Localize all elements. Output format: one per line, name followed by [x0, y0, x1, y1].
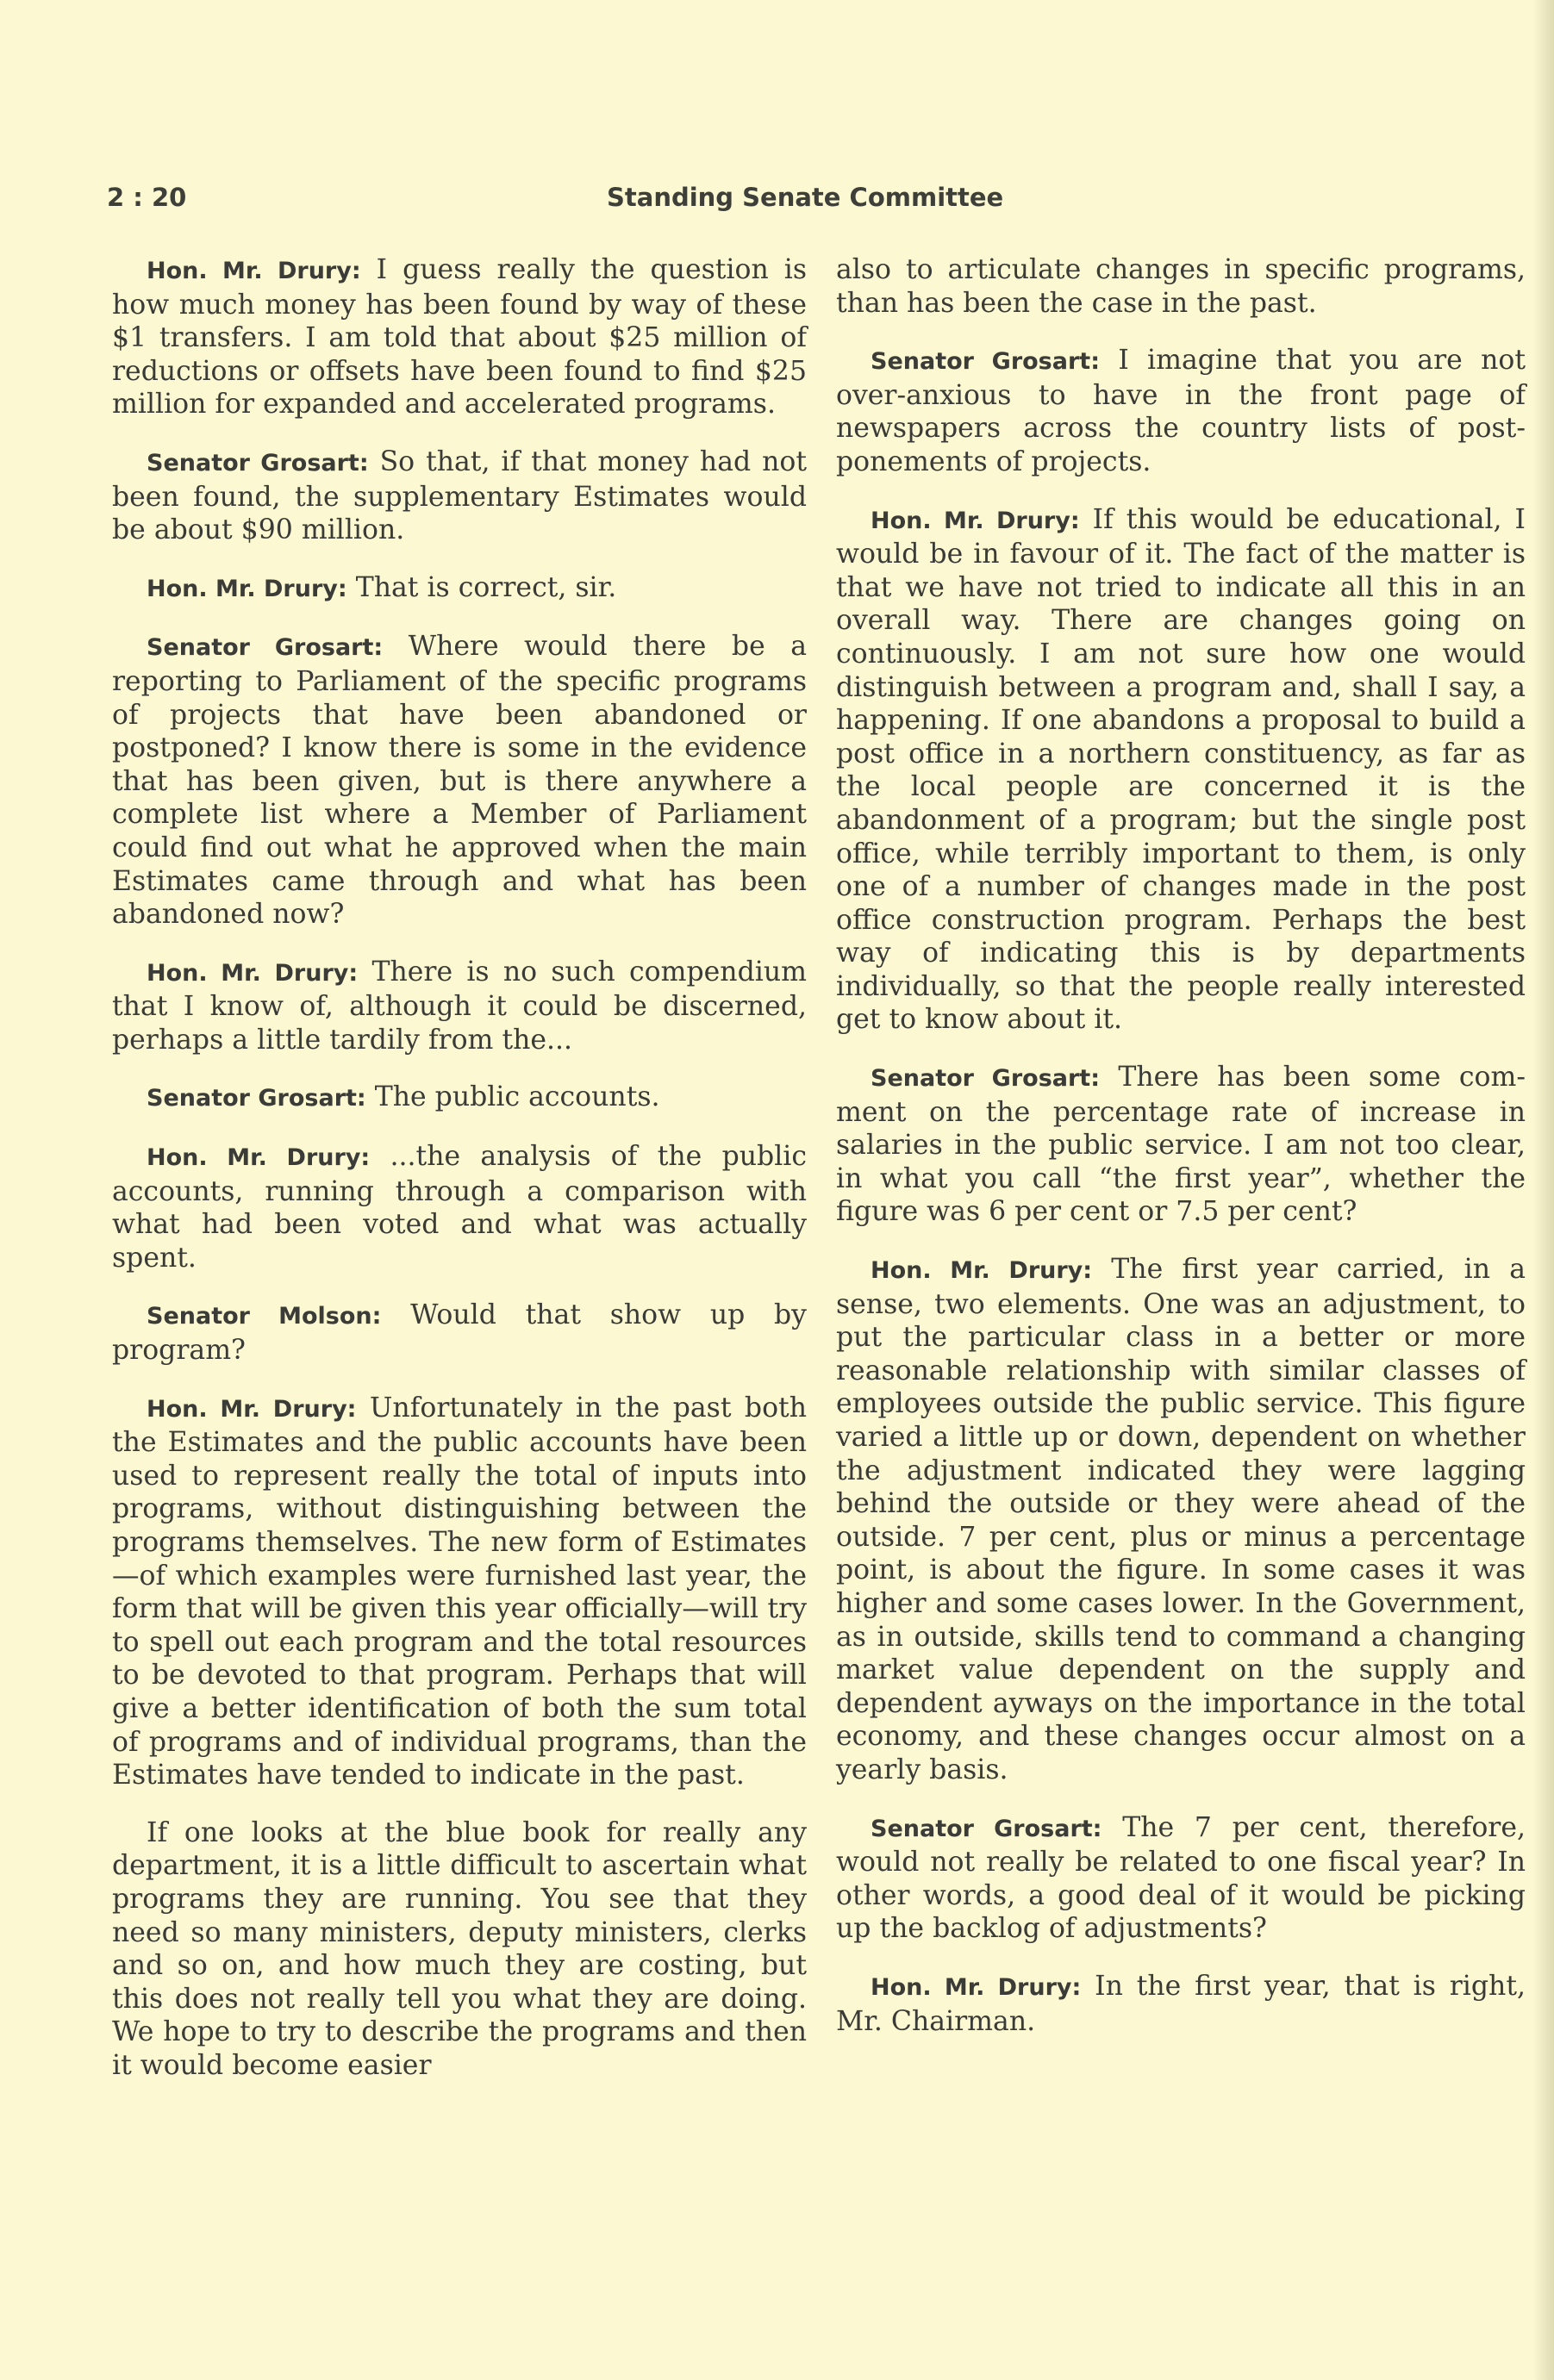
- speaker-name: Senator Grosart:: [147, 449, 369, 477]
- transcript-paragraph: [112, 956, 807, 1057]
- speech-text: The first year carried, in a sense, two elements. One was an adjustment, to put the particular class in a better or more reasonable relationship with similar classes of employees outside the public service. This figure varied a little up or down, dependent on whether the adjustment indicated they were lagging behind the outside or they were ahead of the outside. 7 per cent, plus or minus a percentage point, is about the figure. In some cases it was higher and some cases lower. In the Government, as in outside, skills tend to command a changing market value dependent on the supply and dependent ayways on the importance in the total economy, and these changes occur almost on a yearly basis.: [836, 1254, 1526, 1785]
- speech-text: There has been some comment on the percentage rate of increase in salaries in the public service. I am not too clear, in what you call “the first year”, whether the figure was 6 per cent or 7.5 per cent?: [836, 1062, 1526, 1228]
- speaker-name: Senator Grosart:: [871, 348, 1100, 376]
- transcript-paragraph: [836, 344, 1526, 478]
- page-header: [107, 183, 1538, 217]
- speaker-name: Hon. Mr. Drury:: [147, 258, 361, 284]
- speech-text: If one looks at the blue book for really any department, it is a little difficult to ascertain what programs they are running. You see that they need so many ministers, deputy ministers, clerks and so on, and how much they are costing, but this does not really tell you what they are doing. We hope to try to describe the programs and then it would become easier: [112, 1816, 807, 2081]
- speaker-name: Hon. Mr. Drury:: [147, 575, 347, 602]
- transcript-paragraph: [836, 1970, 1526, 2038]
- transcript-paragraph: [836, 253, 1526, 320]
- speech-text: That is correct, sir.: [355, 571, 617, 603]
- right-column: [836, 253, 1526, 2062]
- speech-text: I guess really the question is how much money has been found by way of these $1 transfers. I am told that about $25 million of reductions or offsets have been found to find $25 million for expanded and accelerated programs.: [112, 254, 807, 421]
- speech-text: The 7 per cent, therefore, would not really be related to one fiscal year? In other words, a good deal of it would be picking up the backlog of adjustments?: [836, 1811, 1526, 1945]
- running-title: Standing Senate Committee: [607, 183, 1004, 212]
- speaker-name: Senator Molson:: [147, 1303, 382, 1330]
- speaker-name: Hon. Mr. Drury:: [871, 1973, 1082, 2001]
- transcript-paragraph: [112, 1392, 807, 1792]
- speaker-name: Hon. Mr. Drury:: [147, 1144, 371, 1172]
- speaker-name: Hon. Mr. Drury:: [871, 507, 1080, 534]
- transcript-paragraph: [112, 1140, 807, 1274]
- transcript-paragraph: [836, 1061, 1526, 1229]
- speech-text: ...the analysis of the public accounts, running through a comparison with what had been voted and what was actually spent.: [112, 1141, 807, 1274]
- transcript-paragraph: [112, 253, 807, 421]
- speaker-name: Senator Grosart:: [871, 1065, 1101, 1093]
- page-edge-shadow: [1533, 0, 1554, 2380]
- speech-text: I imagine that you are not over-anxious to have in the front page of newspapers across the country lists of postponements of projects.: [836, 345, 1526, 477]
- speech-text: The public accounts.: [374, 1081, 660, 1113]
- speaker-name: Hon. Mr. Drury:: [147, 1395, 357, 1423]
- transcript-paragraph: [836, 1811, 1526, 1946]
- speaker-name: Hon. Mr. Drury:: [871, 1257, 1093, 1285]
- speaker-name: Senator Grosart:: [871, 1815, 1102, 1842]
- speech-text: Where would there be a reporting to Parliament of the specific programs of projects that have been abandoned or postponed? I know there is some in the evidence that has been given, but is there anywhere a complete list where a Member of Parliament could find out what he approved when the main Estimates came through and what has been abandoned now?: [112, 631, 807, 931]
- speech-text: So that, if that money had not been found, the supplementary Estimates would be about $90 million.: [112, 445, 807, 546]
- transcript-paragraph: [112, 445, 807, 547]
- speech-text: Unfortunately in the past both the Estimates and the public accounts have been used to represent really the total of inputs into programs, without distinguishing between the programs themselves. The new form of Estimates—of which examples were furnished last year, the form that will be given this year officially—will try to spell out each program and the total resources to be devoted to that program. Perhaps that will give a better identification of both the sum total of programs and of individual programs, than the Estimates have tended to indicate in the past.: [112, 1392, 807, 1791]
- transcript-paragraph: [836, 503, 1526, 1037]
- speech-text: There is no such compendium that I know of, although it could be discerned, perhaps a little tardily from the...: [112, 956, 807, 1056]
- speech-text: also to articulate changes in specific programs, than has been the case in the past.: [836, 254, 1526, 319]
- speaker-name: Senator Grosart:: [147, 1085, 366, 1112]
- transcript-paragraph: [112, 1081, 807, 1116]
- transcript-paragraph: [112, 1816, 807, 2083]
- left-column: [112, 253, 807, 2107]
- page-number: 2 : 20: [107, 183, 187, 212]
- speech-text: Would that show up by program?: [112, 1299, 807, 1367]
- transcript-paragraph: [112, 1299, 807, 1367]
- transcript-paragraph: [112, 630, 807, 931]
- speaker-name: Senator Grosart:: [147, 634, 384, 662]
- speaker-name: Hon. Mr. Drury:: [147, 959, 359, 987]
- speech-text: If this would be educational, I would be in favour of it. The fact of the matter is that we have not tried to indicate all this in an overall way. There are changes going on continuously. I am not sure how one would distinguish between a program and, shall I say, a happening. If one abandons a proposal to build a post office in a northern constituency, as far as the local people are concerned it is the abandonment of a program; but the single post office, while terribly important to them, is only one of a number of changes made in the post office construction program. Perhaps the best way of indicating this is by departments individually, so that the people really interested get to know about it.: [836, 503, 1526, 1036]
- speech-text: In the first year, that is right, Mr. Chairman.: [836, 1970, 1526, 2037]
- transcript-paragraph: [112, 571, 807, 607]
- transcript-paragraph: [836, 1253, 1526, 1787]
